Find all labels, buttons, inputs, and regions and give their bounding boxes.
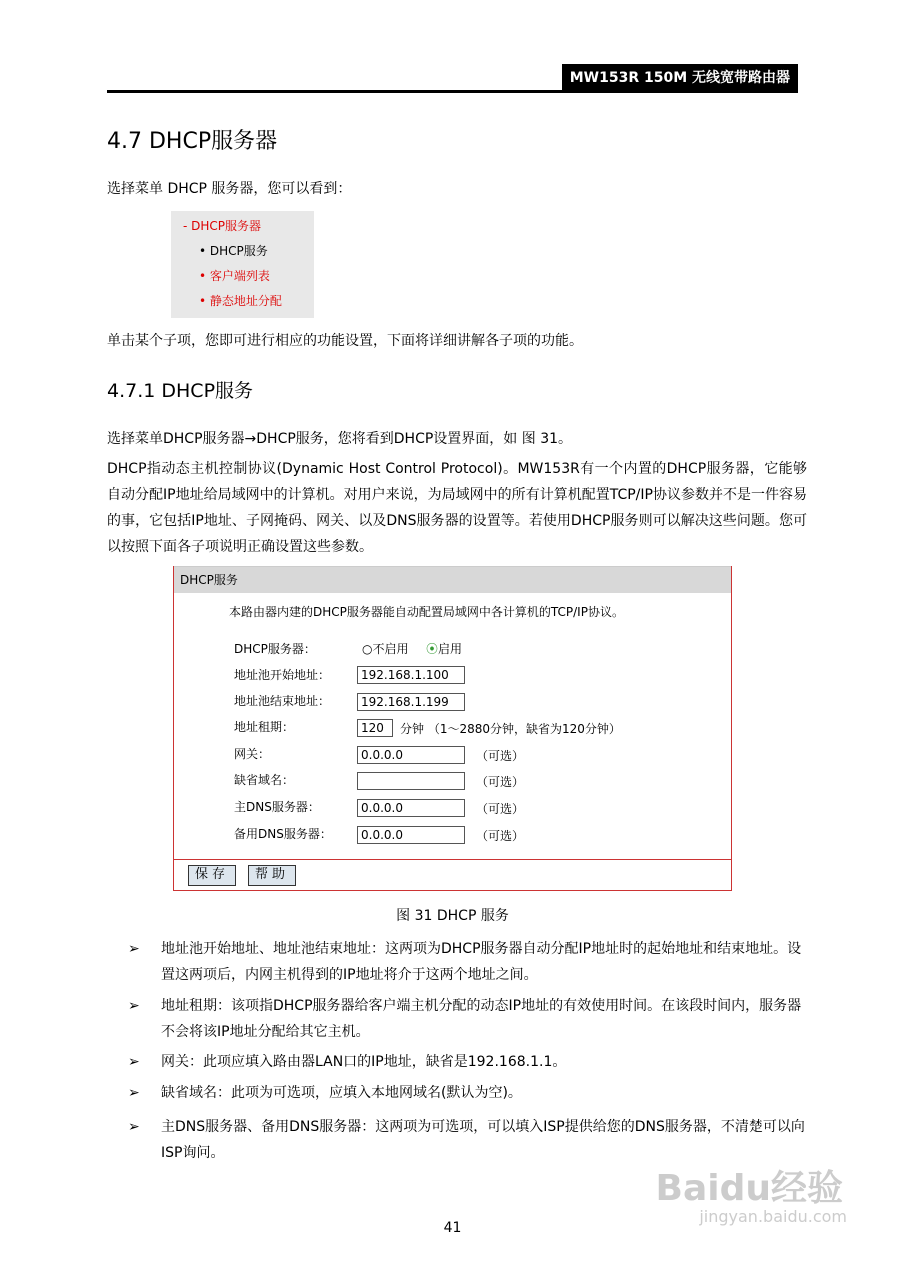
bullet-item (128, 1080, 808, 1106)
optional-hint: （可选） (476, 749, 525, 763)
bullet-text: 地址池开始地址、地址池结束地址：这两项为DHCP服务器自动分配IP地址时的起始地址和结束地址。设置这两项后，内网主机得到的IP地址将介于这两个地址之间。 (161, 941, 802, 983)
menu-screenshot (171, 211, 314, 318)
bullet-item (128, 1114, 808, 1166)
bullet-item (128, 993, 808, 1045)
page-number: 41 (443, 1220, 462, 1236)
paragraph: 选择菜单DHCP服务器→DHCP服务，您将看到DHCP设置界面，如 图 31。 (107, 431, 573, 447)
section-intro: 选择菜单 DHCP 服务器，您可以看到： (107, 181, 352, 197)
primary-dns-input[interactable]: 0.0.0.0 (357, 799, 465, 817)
secondary-dns-label: 备用DNS服务器： (234, 827, 332, 841)
arrow-bullet-icon: ➢ (128, 998, 140, 1014)
start-address-label: 地址池开始地址： (234, 668, 331, 682)
primary-dns-label: 主DNS服务器： (234, 800, 320, 814)
arrow-bullet-icon: ➢ (128, 1085, 140, 1101)
secondary-dns-input[interactable]: 0.0.0.0 (357, 826, 465, 844)
paragraph: 单击某个子项，您即可进行相应的功能设置，下面将详细讲解各子项的功能。 (107, 333, 583, 349)
panel-intro: 本路由器内建的DHCP服务器能自动配置局域网中各计算机的TCP/IP协议。 (229, 605, 624, 619)
menu-root[interactable]: - DHCP服务器 (183, 219, 262, 233)
bullet-text: 网关：此项应填入路由器LAN口的IP地址，缺省是192.168.1.1。 (161, 1054, 567, 1070)
arrow-bullet-icon: ➢ (128, 1119, 140, 1135)
dhcp-server-label: DHCP服务器： (234, 642, 316, 656)
bullet-item (128, 936, 808, 988)
domain-label: 缺省域名： (234, 773, 295, 787)
watermark-logo: Baidu经验 (655, 1168, 843, 1209)
arrow-bullet-icon: ➢ (128, 941, 140, 957)
radio-enable-label: 启用 (438, 642, 463, 656)
gateway-label: 网关： (234, 747, 271, 761)
lease-input[interactable]: 120 (357, 719, 393, 737)
save-button[interactable]: 保存 (188, 865, 236, 886)
radio-enable[interactable] (426, 638, 462, 660)
paragraph: DHCP指动态主机控制协议(Dynamic Host Control Protocol)。MW153R有一个内置的DHCP服务器，它能够自动分配IP地址给局域网中的计算机。对用户来说，为局域网中的所有计算机配置TCP/IP协议参数并不是一件容易的事，它包括IP地址、子网掩码、网关、以及DNS服务器的设置等。若使用DHCP服务则可以解决这些问题。您可以按照下面各子项说明正确设置这些参数。 (107, 461, 807, 555)
panel-footer (174, 859, 731, 890)
start-address-input[interactable]: 192.168.1.100 (357, 666, 465, 684)
header-rule (107, 90, 798, 93)
menu-item-static-address[interactable]: • 静态地址分配 (199, 294, 282, 308)
optional-hint: （可选） (476, 802, 525, 816)
bullet-text: 主DNS服务器、备用DNS服务器：这两项为可选项，可以填入ISP提供给您的DNS服务器，不清楚可以向ISP询问。 (161, 1119, 805, 1161)
bullet-item (128, 1049, 808, 1075)
lease-label: 地址租期： (234, 720, 295, 734)
gateway-input[interactable]: 0.0.0.0 (357, 746, 465, 764)
menu-item-dhcp-service[interactable]: • DHCP服务 (199, 244, 268, 258)
end-address-input[interactable]: 192.168.1.199 (357, 693, 465, 711)
radio-disable-label: 不启用 (372, 642, 409, 656)
subsection-title: 4.7.1 DHCP服务 (107, 380, 254, 402)
arrow-bullet-icon: ➢ (128, 1054, 140, 1070)
help-button[interactable]: 帮助 (248, 865, 296, 886)
panel-title: DHCP服务 (174, 566, 731, 593)
menu-item-client-list[interactable]: • 客户端列表 (199, 269, 270, 283)
section-title: 4.7 DHCP服务器 (107, 129, 278, 154)
figure-caption: 图 31 DHCP 服务 (396, 908, 509, 924)
optional-hint: （可选） (476, 775, 525, 789)
lease-hint: 分钟 （1～2880分钟，缺省为120分钟） (400, 722, 621, 736)
radio-checked-icon: ⦿ (426, 642, 439, 656)
running-header: MW153R 150M 无线宽带路由器 (562, 64, 798, 90)
radio-disable[interactable]: ○不启用 (362, 642, 409, 656)
bullet-text: 缺省域名：此项为可选项，应填入本地网域名(默认为空)。 (161, 1085, 522, 1101)
bullet-text: 地址租期：该项指DHCP服务器给客户端主机分配的动态IP地址的有效使用时间。在该段时间内，服务器不会将该IP地址分配给其它主机。 (161, 998, 802, 1040)
dhcp-settings-panel (173, 566, 732, 891)
optional-hint: （可选） (476, 829, 525, 843)
domain-input[interactable] (357, 772, 465, 790)
watermark-url: jingyan.baidu.com (699, 1207, 847, 1226)
end-address-label: 地址池结束地址： (234, 694, 331, 708)
dhcp-server-row (234, 638, 714, 660)
